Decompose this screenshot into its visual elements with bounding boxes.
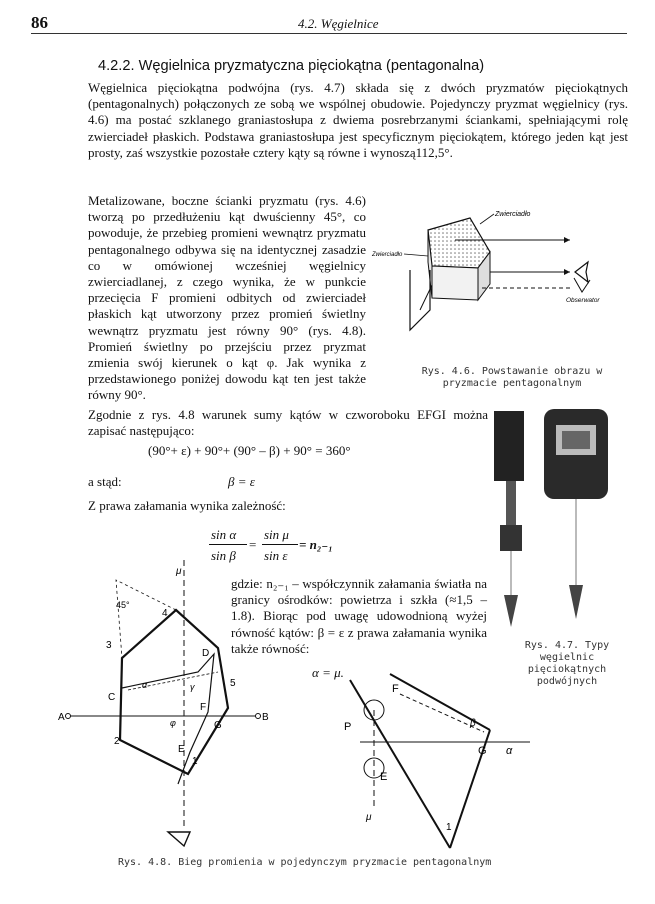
object-frame bbox=[410, 270, 430, 330]
wegielnica-1-body bbox=[506, 481, 516, 529]
label-alpha: α bbox=[142, 680, 148, 690]
label-gamma: γ bbox=[190, 682, 195, 692]
leader-top bbox=[480, 214, 494, 224]
paragraph-4: Z prawa załamania wynika zależność: bbox=[88, 498, 286, 513]
snell-den-1: sin β bbox=[211, 548, 236, 563]
equation-angle-sum: (90°+ ε) + 90°+ (90° – β) + 90° = 360° bbox=[148, 443, 351, 458]
paragraph-1: Węgielnica pięciokątna podwójna (rys. 4.7) składa się z dwóch pryzmatów pięciokątnych (pentagonalnych) połączonych ze sobą we wspólnej obudowie. Pojedynczy pryzmat węgielnicy (rys. 4.6) ma postać szklanego graniastosłupa z dwiema posrebrzanymi ściankami, spełniającymi rolę zwierciadeł płaskich. Podstawa graniastosłupa jest specyficznym pięciokątem, którego jeden kąt jest prosty, zaś wszystkie pozostałe cztery kąty są równe i wynoszą112,5°. bbox=[88, 80, 628, 160]
wegielnica-2-prism bbox=[562, 431, 590, 449]
figure-4-6 bbox=[370, 200, 630, 350]
label-mu: μ bbox=[176, 566, 182, 577]
section-title: 4.2.2. Węgielnica pryzmatyczna pięciokątna (pentagonalna) bbox=[98, 58, 485, 74]
label-mirror-top: Zwierciadło bbox=[495, 211, 531, 218]
figure-4-7 bbox=[486, 405, 646, 635]
arrow-2 bbox=[564, 269, 570, 275]
snell-num-2: sin μ bbox=[264, 527, 289, 542]
page-number: 86 bbox=[31, 13, 48, 32]
figure-4-8-detail bbox=[330, 670, 570, 850]
detail-label-e: E bbox=[380, 771, 388, 783]
eye-icon-bottom bbox=[168, 832, 190, 846]
detail-label-beta: β bbox=[470, 718, 476, 729]
label-a: A bbox=[58, 712, 65, 723]
label-e: E bbox=[178, 744, 185, 755]
label-phi: φ bbox=[170, 718, 176, 728]
label-3: 3 bbox=[106, 640, 112, 651]
eye-icon bbox=[575, 262, 588, 282]
label-5: 5 bbox=[230, 678, 236, 689]
label-2: 2 bbox=[114, 736, 120, 747]
label-4: 4 bbox=[162, 608, 168, 619]
snell-n21: = n₂₋₁ bbox=[299, 537, 333, 552]
paragraph-3: Zgodnie z rys. 4.8 warunek sumy kątów w czworoboku EFGI można zapisać następująco: bbox=[88, 407, 488, 439]
snell-num-1: sin α bbox=[211, 527, 237, 542]
prism-front-face bbox=[432, 266, 478, 300]
leader-left bbox=[404, 254, 428, 256]
header-rule bbox=[31, 33, 627, 34]
label-45: 45° bbox=[116, 600, 130, 610]
detail-label-1: 1 bbox=[446, 822, 452, 833]
plumb-bob-2 bbox=[569, 585, 583, 619]
label-1: 1 bbox=[192, 756, 198, 767]
point-b bbox=[256, 714, 261, 719]
snell-equals: = bbox=[249, 537, 257, 552]
label-mirror-left: Zwierciadło bbox=[372, 252, 403, 258]
wegielnica-1-handle bbox=[494, 411, 524, 481]
point-a bbox=[66, 714, 71, 719]
label-c: C bbox=[108, 692, 116, 703]
caption-fig-4-7: Rys. 4.7. Typy węgielnic pięciokątnych podwójnych bbox=[524, 640, 610, 687]
label-g: G bbox=[214, 720, 222, 731]
detail-label-mu: μ bbox=[366, 812, 372, 823]
paragraph-5: gdzie: n₂₋₁ – współczynnik załamania światła na granicy ośrodków: powietrza i szkła (≈1,5 – 1.8). Biorąc pod uwagę udowodnioną wyżej równość kątów: β = ε z prawa załamania wynika także równość: bbox=[231, 576, 487, 656]
a-stad-label: a stąd: bbox=[88, 474, 122, 489]
paragraph-2: Metalizowane, boczne ścianki pryzmatu (rys. 4.6) tworzą po przedłużeniu kąt dwuścienny 45°, co powoduje, że przebieg promieni wewnątrz pryzmatu pentagonalnego odbywa się na identycznej zasadzie co w omówionej wcześniej węgielnicy zwierciadlanej, z czego wynika, że w punkcie przecięcia F promieni odbitych od zwierciadeł płaskich kąt utworzony przez promień świetlny wewnątrz pryzmatu jest równy 90° (rys. 4.8). Promień świetlny po przejściu przez pryzmat zmienia swój kierunek o kąt φ. Jak wynika z przedstawionego poniżej dowodu kąt ten jest także równy 90°. bbox=[88, 193, 366, 403]
wegielnica-1-prism bbox=[500, 525, 522, 551]
fraction-bar-1 bbox=[209, 544, 247, 545]
detail-label-p: P bbox=[344, 721, 352, 733]
running-title: 4.2. Węgielnice bbox=[298, 16, 379, 31]
caption-fig-4-8: Rys. 4.8. Bieg promienia w pojedynczym pryzmacie pentagonalnym bbox=[118, 857, 492, 868]
label-observer: Obserwator bbox=[566, 297, 600, 304]
plumb-bob-1 bbox=[504, 595, 518, 627]
arrow-1 bbox=[564, 237, 570, 243]
figure-4-8-pentagon bbox=[58, 560, 298, 850]
label-b: B bbox=[262, 712, 269, 723]
equation-alpha-mu: α = μ. bbox=[312, 665, 344, 680]
detail-label-alpha: α bbox=[506, 745, 513, 757]
detail-label-f: F bbox=[392, 683, 399, 695]
label-f: F bbox=[200, 702, 207, 713]
label-d: D bbox=[202, 648, 210, 659]
pentagon-outline bbox=[120, 610, 228, 774]
fraction-bar-2 bbox=[262, 544, 298, 545]
equation-beta-eps: β = ε bbox=[228, 474, 255, 489]
prism-top-face bbox=[428, 218, 490, 268]
detail-label-g: G bbox=[478, 745, 487, 757]
snell-den-2: sin ε bbox=[264, 548, 288, 563]
caption-fig-4-6: Rys. 4.6. Powstawanie obrazu w pryzmacie pentagonalnym bbox=[421, 366, 603, 389]
